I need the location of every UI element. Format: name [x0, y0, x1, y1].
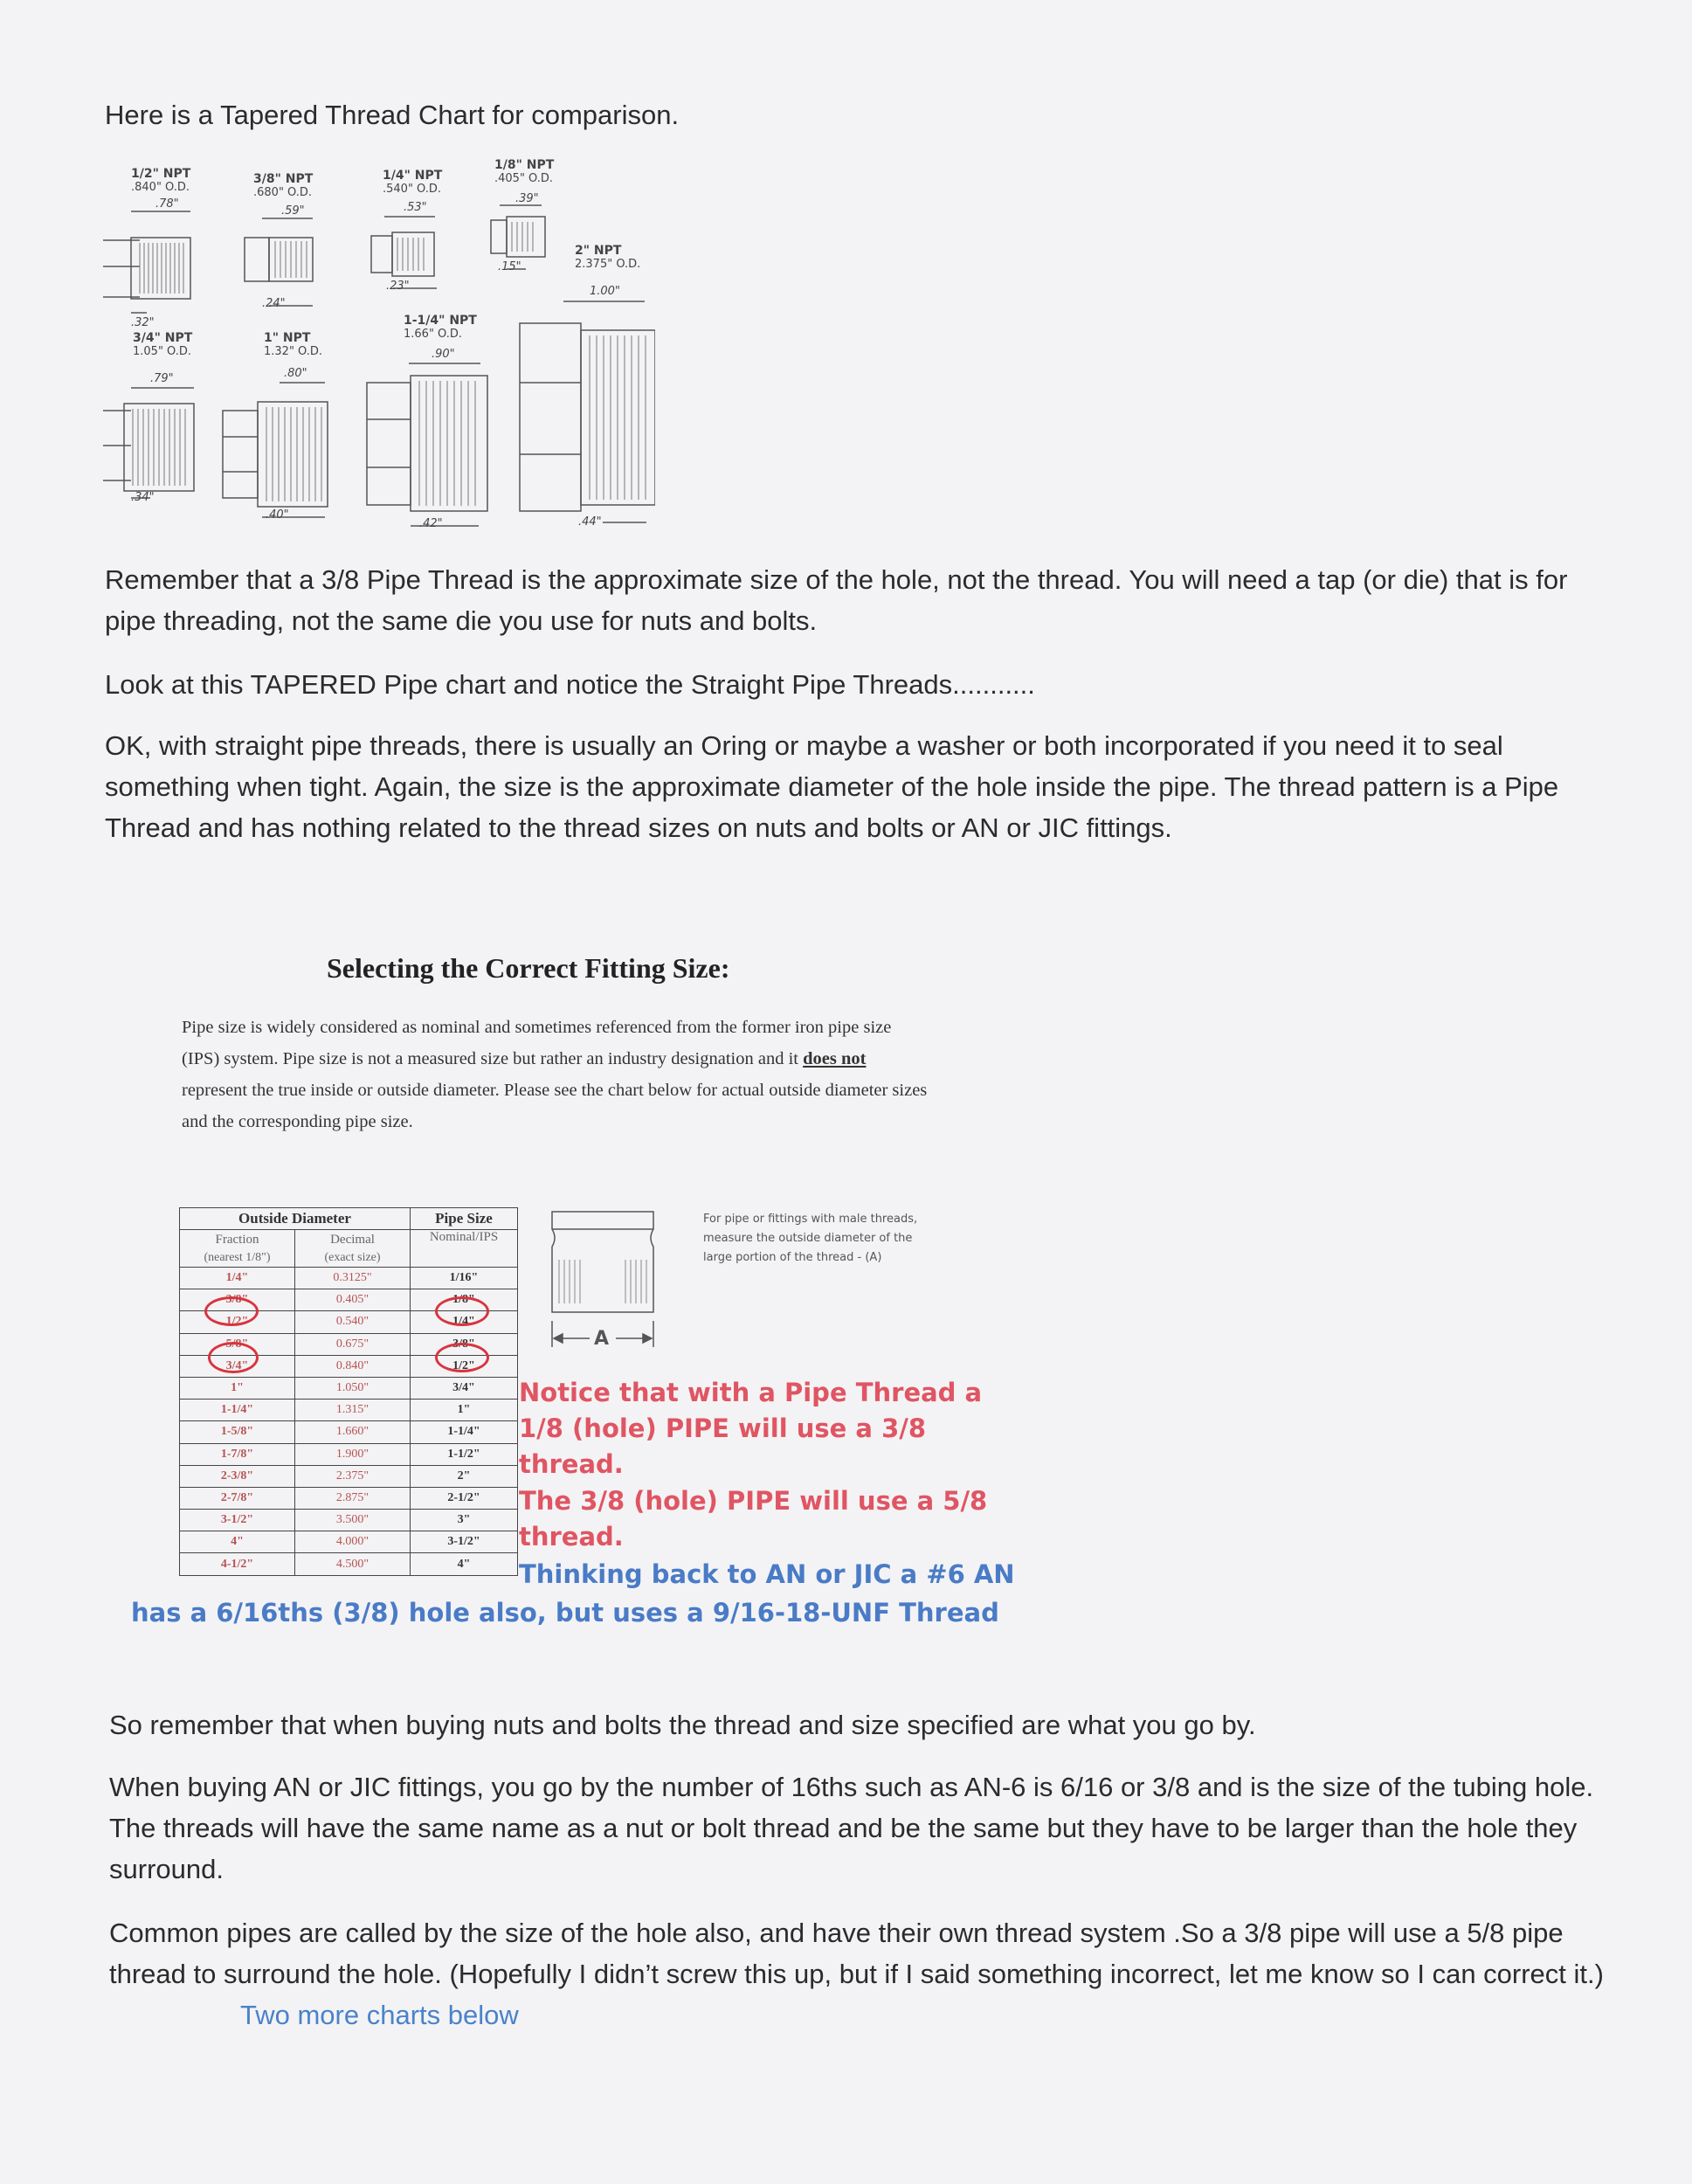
table-row: 4" 4.000" 3-1/2" [180, 1531, 518, 1553]
table-row: 3/4" 0.840" 1/2" [180, 1355, 518, 1377]
fitting-two-inch-npt [520, 301, 655, 522]
fitting-one-quarter-inch-npt [367, 363, 487, 526]
npt-label: 2" NPT 2.375" O.D. [575, 244, 641, 271]
highlight-circle [204, 1296, 259, 1326]
measure-note: For pipe or fittings with male threads, measure the outside diameter of the large portion of the thread - (A) [703, 1213, 918, 1264]
paragraph-nuts-bolts: So remember that when buying nuts and bolts the thread and size specified are what you go by. [109, 1710, 1256, 1740]
dim-label: .23" [386, 280, 410, 293]
dim-label: .34" [131, 491, 155, 504]
table-subheader-decimal-note: (exact size) [295, 1249, 411, 1268]
highlight-circle [435, 1296, 489, 1326]
dim-label: .39" [515, 192, 539, 205]
intro-text: Here is a Tapered Thread Chart for comparison. [105, 100, 680, 130]
fitting-quarter-npt [371, 217, 437, 288]
selection-title: Selecting the Correct Fitting Size: [327, 952, 730, 984]
note-blue-first: Thinking back to AN or JIC a #6 AN [519, 1559, 1015, 1589]
dim-label: .53" [404, 201, 427, 214]
paragraph-pipe-thread-size: Remember that a 3/8 Pipe Thread is the approximate size of the hole, not the thread. You will need a tap (or die) that is for pipe threading, not the same die you use for nuts and bolts. [105, 564, 1568, 636]
table-row: 1/2" 0.540" 1/4" [180, 1311, 518, 1333]
note-blue-second: has a 6/16ths (3/8) hole also, but uses a 9/16-18-UNF Thread [131, 1598, 999, 1628]
npt-label: 1/4" NPT .540" O.D. [383, 169, 443, 196]
table-subheader-fraction-note: (nearest 1/8") [180, 1249, 295, 1268]
dim-label: 1.00" [590, 285, 620, 298]
fitting-one-inch-npt [223, 383, 328, 517]
table-header-pipe-size: Pipe Size [411, 1208, 518, 1230]
dim-label: .44" [578, 515, 602, 529]
fitting-half-npt [103, 211, 190, 313]
table-row: 3/8" 0.405" 1/8" [180, 1289, 518, 1311]
npt-label: 1-1/4" NPT 1.66" O.D. [404, 314, 477, 341]
table-row: 1/4" 0.3125" 1/16" [180, 1268, 518, 1289]
npt-label: 1/8" NPT .405" O.D. [494, 158, 555, 185]
dim-label: .42" [419, 517, 443, 530]
dim-label: .90" [432, 348, 455, 361]
note-red-second: The 3/8 (hole) PIPE will use a 5/8 thread. [519, 1486, 988, 1552]
table-row: 2-7/8" 2.875" 2-1/2" [180, 1487, 518, 1509]
paragraph-an-jic: When buying AN or JIC fittings, you go by the number of 16ths such as AN-6 is 6/16 or 3/8 and is the size of the tubing hole. The threads will have the same name as a nut or bolt thread and be the same but they have to be larger than the hole they surround. [109, 1772, 1594, 1884]
dim-label: .79" [150, 372, 174, 385]
table-row: 1-7/8" 1.900" 1-1/2" [180, 1443, 518, 1465]
fitting-size-table [179, 1207, 518, 1576]
fitting-three-quarter-npt [103, 388, 194, 498]
table-row: 1-1/4" 1.315" 1" [180, 1400, 518, 1421]
highlight-circle [208, 1342, 259, 1373]
table-row: 1-5/8" 1.660" 1-1/4" [180, 1421, 518, 1443]
npt-label: 3/8" NPT .680" O.D. [253, 172, 314, 199]
paragraph-straight-threads: OK, with straight pipe threads, there is usually an Oring or maybe a washer or both incorporated if you need it to seal something when tight. Again, the size is the approximate diameter of the hole inside the pipe. The thread pattern is a Pipe Thread and has nothing related to the thread sizes on nuts and bolts or AN or JIC fittings. [105, 730, 1559, 843]
npt-label: 1/2" NPT .840" O.D. [131, 167, 191, 194]
table-subheader-nominal: Nominal/IPS [411, 1230, 518, 1268]
npt-label: 3/4" NPT 1.05" O.D. [133, 331, 193, 358]
dim-label: .15" [498, 260, 521, 273]
highlight-circle [435, 1343, 489, 1372]
note-red-first: Notice that with a Pipe Thread a 1/8 (hole) PIPE will use a 3/8 thread. [519, 1378, 983, 1479]
table-row: 3-1/2" 3.500" 3" [180, 1510, 518, 1531]
paragraph-tapered-chart: Look at this TAPERED Pipe chart and notice the Straight Pipe Threads........... [105, 669, 1035, 700]
table-row: 4-1/2" 4.500" 4" [180, 1553, 518, 1575]
fitting-three-eighths-npt [245, 218, 313, 306]
table-header-outside-diameter: Outside Diameter [180, 1208, 411, 1230]
dim-label: .40" [266, 508, 289, 522]
table-subheader-decimal: Decimal [295, 1230, 411, 1250]
npt-label: 1" NPT 1.32" O.D. [264, 331, 323, 358]
dim-label: .80" [284, 367, 307, 380]
dim-label: .32" [131, 316, 155, 329]
table-subheader-fraction: Fraction [180, 1230, 295, 1250]
dim-label: .24" [262, 297, 286, 310]
table-row: 1" 1.050" 3/4" [180, 1377, 518, 1399]
more-charts-link[interactable]: Two more charts below [240, 2000, 519, 2030]
table-row: 2-3/8" 2.375" 2" [180, 1465, 518, 1487]
tapered-thread-chart [96, 157, 655, 542]
selection-paragraph: Pipe size is widely considered as nominal and sometimes referenced from the former iron pipe size (IPS) system. Pipe size is not a measured size but rather an industry designation and it does not represent the true inside or outside diameter. Please see the chart below for actual outside diameter sizes and the corresponding pipe size. [182, 1018, 928, 1131]
dim-label: .78" [155, 197, 179, 211]
table-row: 5/8" 0.675" 3/8" [180, 1333, 518, 1355]
dim-label: .59" [281, 204, 305, 218]
paragraph-common-pipes: Common pipes are called by the size of the hole also, and have their own thread system .So a 3/8 pipe will use a 5/8 pipe thread to surround the hole. (Hopefully I didn’t screw this up, but if I said something incorrect, let me know so I can correct it.)Two more charts below [109, 1918, 1604, 2030]
diagram-label-a: A [594, 1328, 610, 1350]
